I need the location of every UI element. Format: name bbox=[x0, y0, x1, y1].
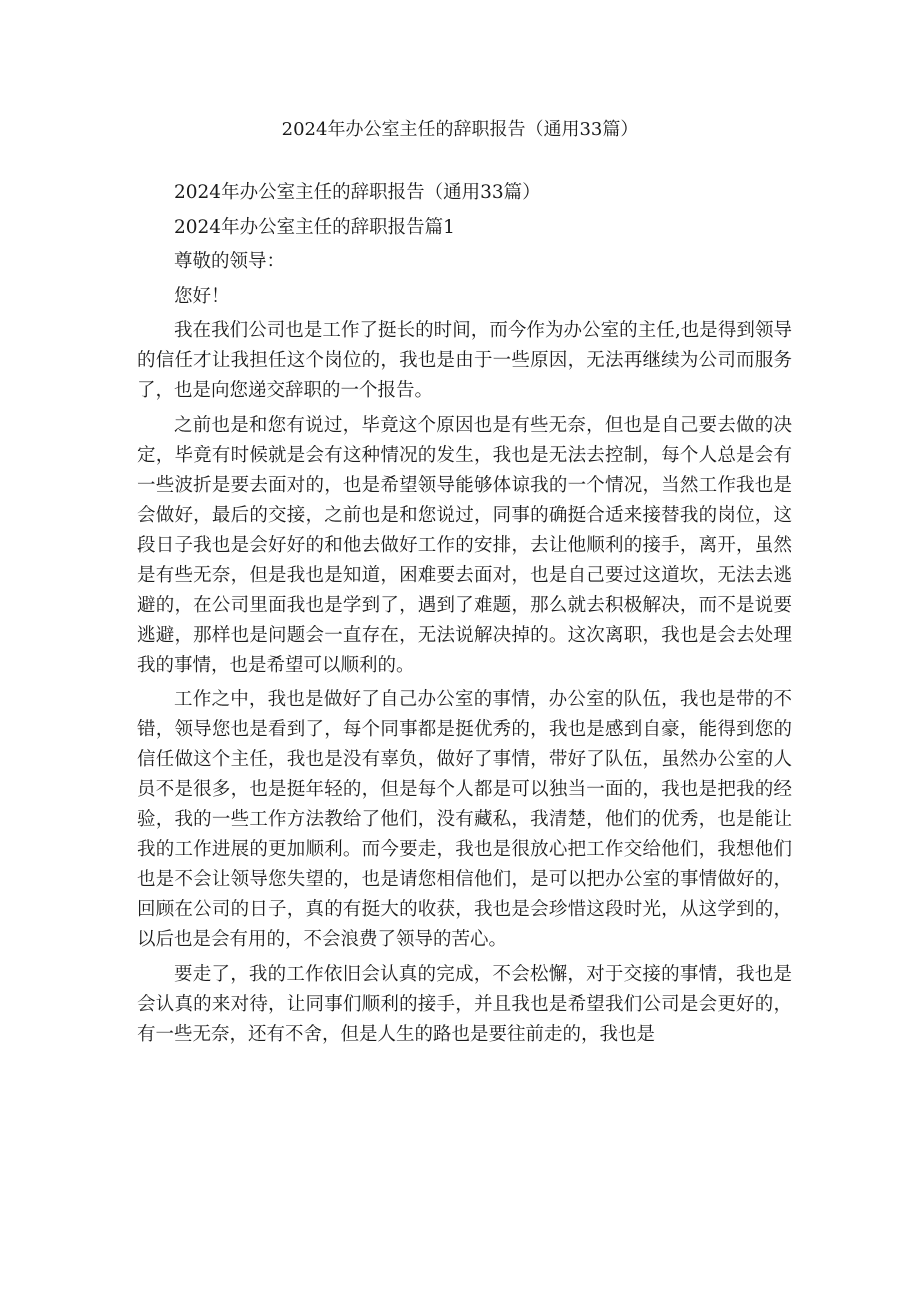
paragraph-3: 工作之中，我也是做好了自己办公室的事情，办公室的队伍，我也是带的不错，领导您也是看到了，每个同事都是挺优秀的，我也是感到自豪，能得到您的信任做这个主任，我也是没有辜负，做好了事情，带好了队伍，虽然办公室的人员不是很多，也是挺年轻的，但是每个人都是可以独当一面的，我也是把我的经验，我的一些工作方法教给了他们，没有藏私，我清楚，他们的优秀，也是能让我的工作进展的更加顺利。而今要走，我也是很放心把工作交给他们，我想他们也是不会让领导您失望的，也是请您相信他们，是可以把办公室的事情做好的，回顾在公司的日子，真的有挺大的收获，我也是会珍惜这段时光，从这学到的，以后也是会有用的，不会浪费了领导的苦心。 bbox=[137, 689, 792, 950]
section-heading: 2024年办公室主任的辞职报告篇1 bbox=[174, 216, 455, 238]
paragraph-1: 我在我们公司也是工作了挺长的时间，而今作为办公室的主任,也是得到领导的信任才让我担任这个岗位的，我也是由于一些原因，无法再继续为公司而服务了，也是向您递交辞职的一个报告。 bbox=[137, 320, 792, 401]
paragraph-4: 要走了，我的工作依旧会认真的完成，不会松懈，对于交接的事情，我也是会认真的来对待，让同事们顺利的接手，并且我也是希望我们公司是会更好的，有一些无奈，还有不舍，但是人生的路也是要往前走的，我也是 bbox=[137, 963, 792, 1045]
greeting: 您好！ bbox=[174, 285, 230, 307]
document-subtitle: 2024年办公室主任的辞职报告（通用33篇） bbox=[174, 182, 541, 203]
salutation: 尊敬的领导： bbox=[174, 251, 286, 272]
document-body bbox=[137, 178, 792, 1050]
paragraph-2: 之前也是和您有说过，毕竟这个原因也是有些无奈，但也是自己要去做的决定，毕竟有时候就是会有这种情况的发生，我也是无法去控制，每个人总是会有一些波折是要去面对的，也是希望领导能够体谅我的一个情况，当然工作我也是会做好，最后的交接，之前也是和您说过，同事的确挺合适来接替我的岗位，这段日子我也是会好好的和他去做好工作的安排，去让他顺利的接手，离开，虽然是有些无奈，但是我也是知道，困难要去面对，也是自己要过这道坎，无法去逃避的，在公司里面我也是学到了，遇到了难题，那么就去积极解决，而不是说要逃避，那样也是问题会一直存在，无法说解决掉的。这次离职，我也是会去处理我的事情，也是希望可以顺利的。 bbox=[137, 414, 792, 676]
document-title: 2024年办公室主任的辞职报告（通用33篇） bbox=[281, 119, 639, 140]
